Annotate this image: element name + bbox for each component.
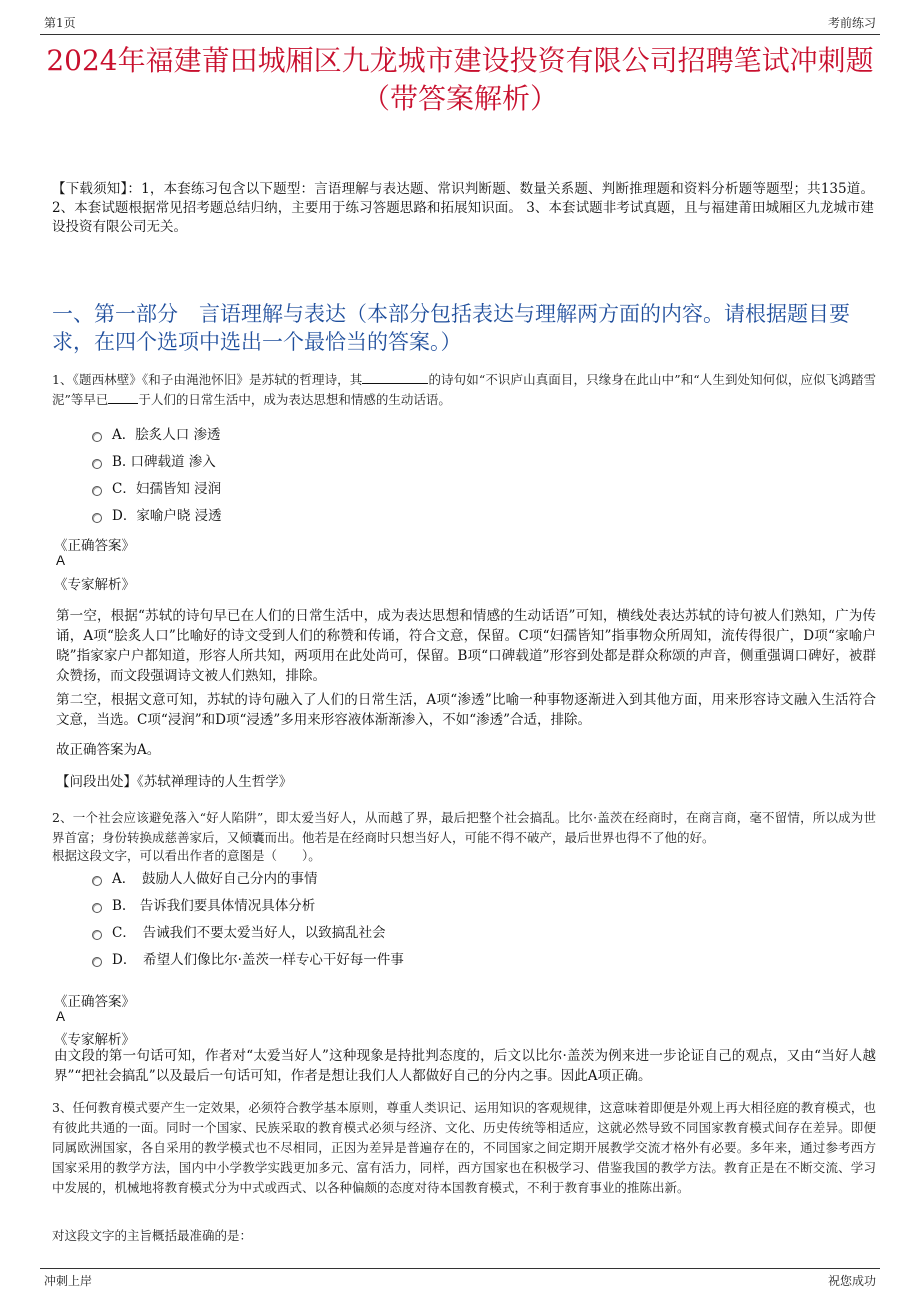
footer-left: 冲刺上岸: [44, 1274, 93, 1288]
option-a[interactable]: A．脍炙人口 渗透: [92, 421, 222, 448]
question-2-text: 2、一个社会应该避免落入“好人陷阱”，即太爱当好人，从而越了界，最后把整个社会搞乱。比尔·盖茨在经商时，在商言商，毫不留情，所以成为世界首富；身份转换成慈善家后，又倾囊而出。他若是在经商时只想当好人，可能不得不破产，最后世界也得不了他的好。: [52, 810, 876, 845]
option-d[interactable]: D． 希望人们像比尔·盖茨一样专心干好每一件事: [92, 946, 404, 973]
radio-icon[interactable]: [92, 486, 102, 496]
question-1-text: 1、《题西林壁》《和子由渑池怀旧》是苏轼的哲理诗，其 的诗句如“不识庐山真面目，只缘身在此山中”和“人生到处知何似，应似飞鸿踏雪泥”等早已 于人们的日常生活中，成为表达思想和情感的生动话语。: [52, 372, 876, 407]
question-1-options: [92, 421, 222, 529]
source-citation: 【问段出处】《苏轼禅理诗的人生哲学》: [56, 774, 293, 790]
blank-2: [108, 391, 138, 404]
radio-icon[interactable]: [92, 513, 102, 523]
option-a[interactable]: A． 鼓励人人做好自己分内的事情: [92, 865, 404, 892]
radio-icon[interactable]: [92, 876, 102, 886]
option-c[interactable]: C． 告诫我们不要太爱当好人，以致搞乱社会: [92, 919, 404, 946]
option-c[interactable]: C．妇孺皆知 浸润: [92, 475, 222, 502]
question-3-prompt: 对这段文字的主旨概括最准确的是：: [52, 1228, 253, 1243]
page-number: 第1页: [44, 16, 76, 30]
document-title: 2024年福建莆田城厢区九龙城市建设投资有限公司招聘笔试冲刺题（带答案解析）: [46, 44, 874, 115]
radio-icon[interactable]: [92, 930, 102, 940]
option-d[interactable]: D．家喻户晓 浸透: [92, 502, 222, 529]
analysis-paragraph-2: 第二空，根据文意可知，苏轼的诗句融入了人们的日常生活，A项“渗透”比喻一种事物逐渐进入到其他方面，用来形容诗文融入生活符合文意，当选。C项“浸润”和D项“浸透”多用来形容液体渐渐渗入，不如“渗透”合适，排除。: [56, 692, 876, 728]
answer-value: A: [56, 1009, 66, 1024]
download-notice: 【下载须知】：1，本套练习包含以下题型：言语理解与表达题、常识判断题、数量关系题、判断推理题和资料分析题等题型；共135道。 2、本套试题根据常见招考题总结归纳，主要用于练习答题思路和拓展知识面。 3、本套试题非考试真题，且与福建莆田城厢区九龙城市建设投资有限公司无关。: [52, 181, 874, 235]
radio-icon[interactable]: [92, 957, 102, 967]
analysis-conclusion: 故正确答案为A。: [56, 742, 161, 758]
radio-icon[interactable]: [92, 432, 102, 442]
radio-icon[interactable]: [92, 459, 102, 469]
analysis-label: 《专家解析》: [54, 1032, 135, 1048]
option-b[interactable]: B. 告诉我们要具体情况具体分析: [92, 892, 404, 919]
blank-1: [362, 371, 428, 384]
header-label: 考前练习: [827, 16, 876, 30]
analysis-paragraph-1: 第一空，根据“苏轼的诗句早已在人们的日常生活中，成为表达思想和情感的生动话语”可知，横线处表达苏轼的诗句被人们熟知，广为传诵，A项“脍炙人口”比喻好的诗文受到人们的称赞和传诵，符合文意，保留。C项“妇孺皆知”指事物众所周知，流传得很广，D项“家喻户晓”指家家户户都知道，形容人所共知，两项用在此处尚可，保留。B项“口碑载道”形容到处都是群众称颂的声音，侧重强调口碑好，被群众赞扬，而文段强调诗文被人们熟知，排除。: [56, 608, 876, 684]
analysis-paragraph: 由文段的第一句话可知，作者对“太爱当好人”这种现象是持批判态度的，后文以比尔·盖茨为例来进一步论证自己的观点，又由“当好人越界”“把社会搞乱”以及最后一句话可知，作者是想让我们人人都做好自己的分内之事。因此A项正确。: [54, 1048, 876, 1084]
analysis-label: 《专家解析》: [54, 577, 135, 593]
option-b[interactable]: B. 口碑载道 渗入: [92, 448, 222, 475]
question-2-prompt: 根据这段文字，可以看出作者的意图是（ ）。: [52, 848, 321, 863]
question-2-options: [92, 865, 404, 973]
answer-label: 《正确答案》: [54, 994, 135, 1010]
header-divider: [40, 34, 880, 35]
question-3-text: 3、任何教育模式要产生一定效果，必须符合教学基本原则，尊重人类识记、运用知识的客观规律，这意味着即便是外观上再大相径庭的教育模式，也有彼此共通的一面。同时一个国家、民族采取的教育模式必须与经济、文化、历史传统等相适应，这就必然导致不同国家教育模式间存在差异。即便同属欧洲国家，各自采用的教学模式也不尽相同，正因为差异是普遍存在的，不同国家之间定期开展教学交流才格外有必要。多年来，通过参考西方国家采用的教学方法，国内中小学教学实践更加多元、富有活力，同样，西方国家也在积极学习、借鉴我国的教学方法。教育正是在不断交流、学习中发展的，机械地将教育模式分为中式或西式、以各种偏颇的态度对待本国教育模式，不利于教育事业的推陈出新。: [52, 1100, 876, 1195]
radio-icon[interactable]: [92, 903, 102, 913]
footer-divider: [40, 1268, 880, 1269]
answer-label: 《正确答案》: [54, 538, 135, 554]
footer-right: 祝您成功: [827, 1274, 876, 1288]
section-heading: 一、第一部分 言语理解与表达（本部分包括表达与理解两方面的内容。请根据题目要求，在四个选项中选出一个最恰当的答案。）: [52, 302, 850, 354]
answer-value: A: [56, 553, 66, 568]
